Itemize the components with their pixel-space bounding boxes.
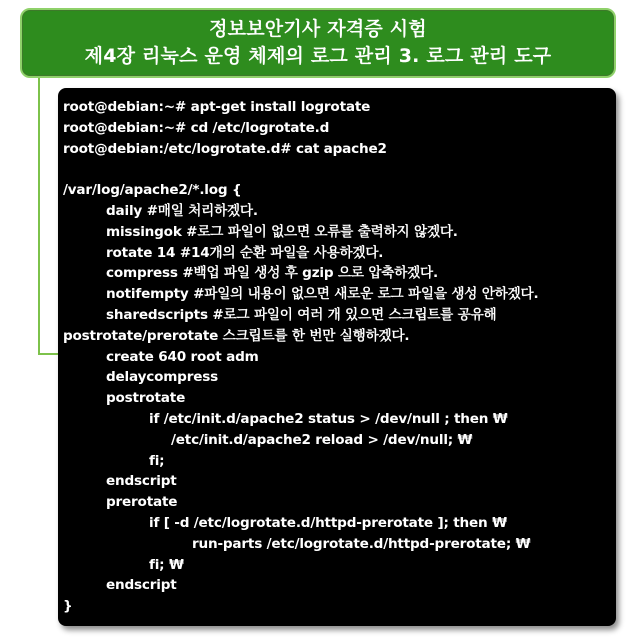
- terminal-line-reload: /etc/init.d/apache2 reload > /dev/null; ₩: [171, 431, 473, 448]
- terminal-line-if-status: if /etc/init.d/apache2 status > /dev/null ; then ₩: [149, 410, 508, 427]
- terminal-line-command-cat: root@debian:/etc/logrotate.d# cat apache2: [63, 140, 387, 157]
- terminal-line-if-dir: if [ -d /etc/logrotate.d/httpd-prerotate ]; then ₩: [149, 514, 507, 531]
- slide-title-banner: [20, 8, 616, 78]
- terminal-line-postrotate: postrotate: [106, 390, 186, 407]
- terminal-line-compress: compress #백업 파일 생성 후 gzip 으로 압축하겠다.: [106, 265, 438, 282]
- terminal-line-missingok: missingok #로그 파일이 없으면 오류를 출력하지 않겠다.: [106, 223, 458, 240]
- terminal-window: [58, 88, 616, 626]
- connector-line: [38, 76, 58, 355]
- terminal-line-daily: daily #매일 처리하겠다.: [106, 202, 258, 219]
- terminal-line-command-install: root@debian:~# apt-get install logrotate: [63, 99, 371, 115]
- terminal-line-close-brace: }: [63, 598, 73, 615]
- terminal-line-sharedscripts: sharedscripts #로그 파일이 여러 개 있으면 스크립트를 공유해: [106, 306, 497, 323]
- terminal-line-blank: [63, 159, 616, 180]
- terminal-line-fi: fi;: [149, 452, 165, 469]
- slide-title-line-1: 정보보안기사 자격증 시험: [209, 18, 427, 40]
- terminal-line-notifempty: notifempty #파일의 내용이 없으면 새로운 로그 파일을 생성 안하겠다.: [106, 286, 539, 303]
- terminal-line-delaycompress: delaycompress: [106, 369, 219, 386]
- terminal-line-create: create 640 root adm: [106, 348, 259, 365]
- terminal-line-endscript: endscript: [106, 473, 177, 490]
- terminal-line-prerotate: prerotate: [106, 494, 178, 511]
- terminal-line-run-parts: run-parts /etc/logrotate.d/httpd-prerotate; ₩: [192, 535, 531, 552]
- terminal-line-log-path: /var/log/apache2/*.log {: [63, 182, 242, 199]
- slide-title-line-2: 제4장 리눅스 운영 체제의 로그 관리 3. 로그 관리 도구: [84, 45, 552, 67]
- terminal-line-sharedscripts-cont: postrotate/prerotate 스크립트를 한 번만 실행하겠다.: [63, 327, 410, 344]
- terminal-line-fi-cont: fi; ₩: [149, 556, 184, 573]
- terminal-line-command-cd: root@debian:~# cd /etc/logrotate.d: [63, 119, 330, 136]
- terminal-line-endscript-2: endscript: [106, 577, 177, 594]
- terminal-line-rotate: rotate 14 #14개의 순환 파일을 사용하겠다.: [106, 244, 384, 261]
